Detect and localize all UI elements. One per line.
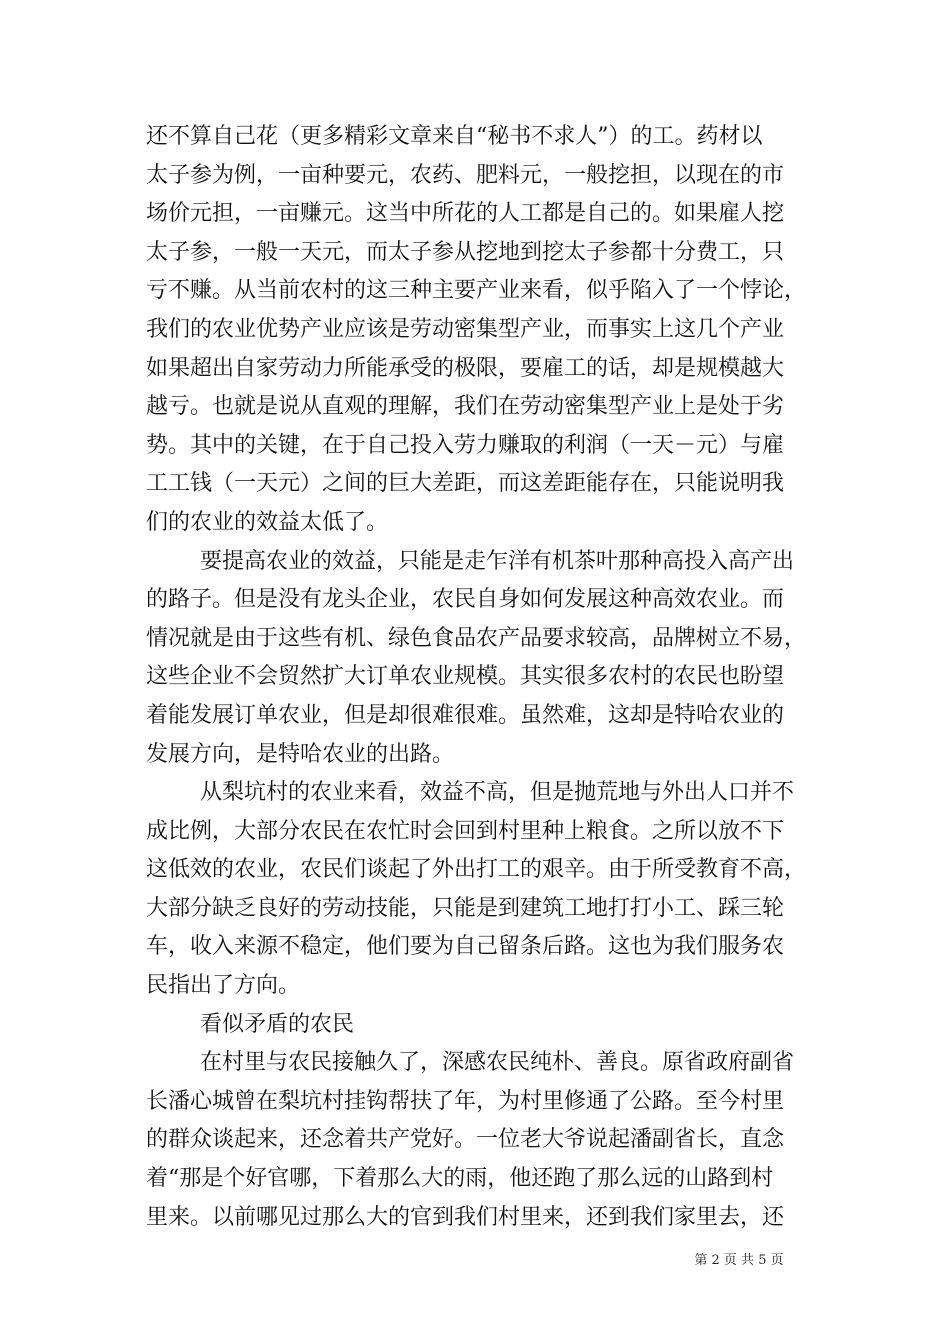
text-line: 亏不赚。从当前农村的这三种主要产业来看，似乎陷入了一个悖论，: [146, 278, 807, 304]
paragraph-first-line: 要提高农业的效益，只能是走乍洋有机茶叶那种高投入高产出: [200, 548, 795, 574]
text-line: 越亏。也就是说从直观的理解，我们在劳动密集型产业上是处于劣: [146, 394, 785, 420]
text-line: 大部分缺乏良好的劳动技能，只能是到建筑工地打打小工、踩三轮: [146, 895, 785, 921]
text-line: 的群众谈起来，还念着共产党好。一位老大爷说起潘副省长，直念: [146, 1127, 785, 1153]
text-line: 太子参为例，一亩种要元，农药、肥料元，一般挖担，以现在的市: [146, 162, 785, 188]
text-line: 这些企业不会贸然扩大订单农业规模。其实很多农村的农民也盼望: [146, 664, 785, 690]
text-line: 车，收入来源不稳定，他们要为自己留条后路。这也为我们服务农: [146, 934, 785, 960]
text-line: 场价元担，一亩赚元。这当中所花的人工都是自己的。如果雇人挖: [146, 201, 785, 227]
text-line: 着“那是个好官哪，下着那么大的雨，他还跑了那么远的山路到村: [146, 1166, 774, 1192]
text-line: 情况就是由于这些有机、绿色食品农产品要求较高，品牌树立不易，: [146, 625, 807, 651]
text-line: 长潘心城曾在梨坑村挂钩帮扶了年，为村里修通了公路。至今村里: [146, 1088, 785, 1114]
text-line: 太子参，一般一天元，而太子参从挖地到挖太子参都十分费工，只: [146, 239, 785, 265]
text-line: 着能发展订单农业，但是却很难很难。虽然难，这却是特哈农业的: [146, 702, 785, 728]
text-line: 成比例，大部分农民在农忙时会回到村里种上粮食。之所以放不下: [146, 818, 785, 844]
text-line: 们的农业的效益太低了。: [146, 509, 389, 535]
text-line: 我们的农业优势产业应该是劳动密集型产业，而事实上这几个产业: [146, 316, 785, 342]
text-line: 里来。以前哪见过那么大的官到我们村里来，还到我们家里去，还: [146, 1204, 785, 1230]
paragraph-first-line: 从梨坑村的农业来看，效益不高，但是抛荒地与外出人口并不: [200, 780, 795, 806]
page-footer: [0, 1249, 950, 1268]
text-line: 发展方向，是特哈农业的出路。: [146, 741, 455, 767]
text-line: 如果超出自家劳动力所能承受的极限，要雇工的话，却是规模越大: [146, 355, 785, 381]
text-line: 工工钱（一天元）之间的巨大差距，而这差距能存在，只能说明我: [146, 471, 785, 497]
text-line: 民指出了方向。: [146, 973, 301, 999]
page-number: 第 2 页 共 5 页: [694, 1253, 784, 1268]
text-line: 这低效的农业，农民们谈起了外出打工的艰辛。由于所受教育不高，: [146, 857, 807, 883]
text-line: 势。其中的关键，在于自己投入劳力赚取的利润（一天－元）与雇: [146, 432, 785, 458]
text-line: 还不算自己花（更多精彩文章来自“秘书不求人”）的工。药材以: [146, 124, 763, 149]
paragraph-first-line: 在村里与农民接触久了，深感农民纯朴、善良。原省政府副省: [200, 1050, 795, 1076]
text-line: 的路子。但是没有龙头企业，农民自身如何发展这种高效农业。而: [146, 587, 785, 613]
document-body: [146, 118, 816, 1237]
section-heading: 看似矛盾的农民: [200, 1011, 355, 1037]
